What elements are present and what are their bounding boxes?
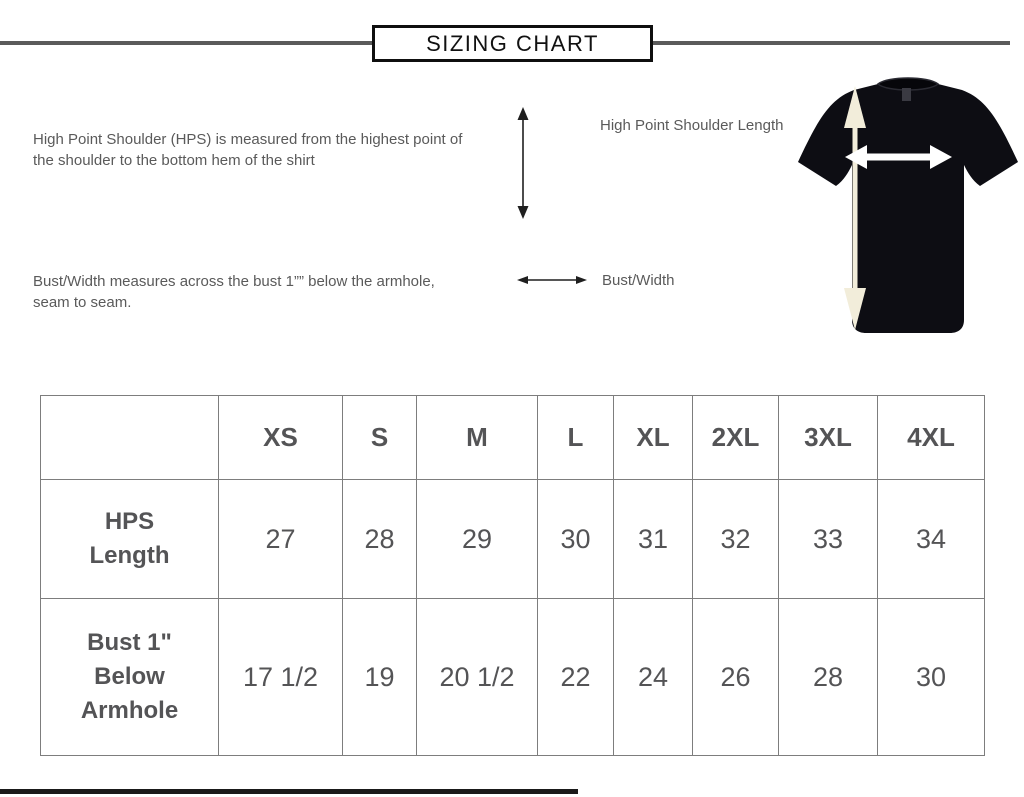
size-header-l: L: [538, 396, 614, 480]
row-label-bust-below-armhole: Bust 1" Below Armhole: [41, 599, 219, 756]
table-cell: 24: [614, 599, 693, 756]
table-cell: 33: [779, 480, 878, 599]
size-header-xs: XS: [219, 396, 343, 480]
hps-length-row: [41, 480, 985, 599]
size-header-m: M: [417, 396, 538, 480]
tshirt-diagram: [790, 72, 1024, 340]
vertical-measure-arrow-icon: [514, 107, 532, 219]
table-cell: 31: [614, 480, 693, 599]
table-cell: 27: [219, 480, 343, 599]
table-cell: 28: [343, 480, 417, 599]
hps-description: High Point Shoulder (HPS) is measured from the highest point of the shoulder to the bottom hem of the shirt: [33, 131, 463, 169]
size-header-s: S: [343, 396, 417, 480]
page-title-text: SIZING CHART: [426, 30, 599, 56]
table-cell: 28: [779, 599, 878, 756]
table-cell: 19: [343, 599, 417, 756]
size-header-blank: [41, 396, 219, 480]
table-cell: 20 1/2: [417, 599, 538, 756]
page-title: [372, 25, 653, 62]
table-cell: 30: [878, 599, 985, 756]
tshirt-neck-label: [902, 88, 911, 101]
bottom-divider-bar: [0, 789, 578, 794]
bust-below-armhole-row: [41, 599, 985, 756]
table-cell: 29: [417, 480, 538, 599]
table-cell: 34: [878, 480, 985, 599]
size-header-4xl: 4XL: [878, 396, 985, 480]
hps-arrow-label: High Point Shoulder Length: [600, 117, 784, 134]
table-cell: 30: [538, 480, 614, 599]
bust-arrow-label: Bust/Width: [602, 272, 675, 289]
header-rule-right: [653, 41, 1010, 45]
size-header-2xl: 2XL: [693, 396, 779, 480]
table-cell: 32: [693, 480, 779, 599]
row-label-hps-length: HPS Length: [41, 480, 219, 599]
size-header-xl: XL: [614, 396, 693, 480]
horizontal-measure-arrow-icon: [517, 273, 587, 287]
table-cell: 22: [538, 599, 614, 756]
size-table-header-row: [41, 396, 985, 480]
table-cell: 17 1/2: [219, 599, 343, 756]
bust-description: Bust/Width measures across the bust 1”” below the armhole, seam to seam.: [33, 273, 435, 311]
header-rule-left: [0, 41, 372, 45]
size-header-3xl: 3XL: [779, 396, 878, 480]
table-cell: 26: [693, 599, 779, 756]
size-table: [40, 395, 985, 756]
tshirt-body: [798, 84, 1018, 333]
